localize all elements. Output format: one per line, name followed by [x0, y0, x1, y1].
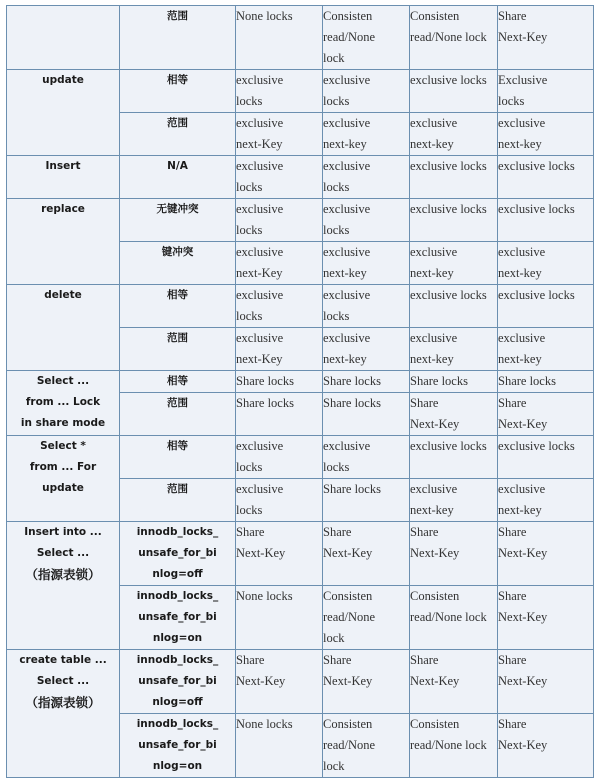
- lock-value: exclusive locks: [410, 288, 487, 302]
- condition-label: 范围: [167, 10, 188, 22]
- lock-value: exclusive: [498, 116, 546, 130]
- lock-value: locks: [323, 94, 350, 108]
- lock-cell: [498, 70, 594, 113]
- operation-label: replace: [41, 203, 85, 215]
- lock-value: Next-Key: [323, 674, 373, 688]
- lock-value: exclusive: [323, 202, 371, 216]
- lock-value: next-key: [323, 137, 367, 151]
- lock-value: Consisten: [410, 9, 460, 23]
- operation-label: from ... Lock: [25, 396, 101, 408]
- operation-label: Select ...: [36, 375, 90, 387]
- condition-cell: [120, 650, 236, 714]
- operation-cell: [7, 371, 120, 436]
- operation-cell: [7, 650, 120, 778]
- lock-cell: [236, 586, 323, 650]
- lock-value: Share locks: [323, 396, 381, 410]
- lock-cell: [410, 586, 498, 650]
- operation-cell: [7, 436, 120, 522]
- lock-value: Share locks: [236, 374, 294, 388]
- lock-value: Next-Key: [323, 546, 373, 560]
- lock-value: Next-Key: [410, 674, 460, 688]
- operation-label: Insert into ...: [24, 526, 102, 538]
- lock-cell: [236, 113, 323, 156]
- lock-value: Share: [410, 525, 439, 539]
- lock-value: Next-Key: [498, 546, 548, 560]
- lock-cell: [498, 199, 594, 242]
- lock-value: exclusive: [410, 116, 458, 130]
- lock-value: next-key: [498, 137, 542, 151]
- condition-label: innodb_locks_: [136, 654, 219, 666]
- lock-value: locks: [323, 460, 350, 474]
- lock-cell: [236, 522, 323, 586]
- lock-value: Share locks: [323, 482, 381, 496]
- lock-value: exclusive: [323, 116, 371, 130]
- lock-value: Next-Key: [410, 546, 460, 560]
- lock-value: Share: [323, 653, 352, 667]
- condition-label: unsafe_for_bi: [138, 547, 217, 559]
- table-body: [7, 6, 594, 778]
- lock-value: locks: [236, 309, 263, 323]
- lock-cell: [236, 328, 323, 371]
- lock-cell: [410, 113, 498, 156]
- condition-label: 无键冲突: [156, 203, 199, 215]
- condition-cell: [120, 285, 236, 328]
- lock-value: next-key: [323, 352, 367, 366]
- condition-label: innodb_locks_: [136, 590, 219, 602]
- lock-value: Next-Key: [498, 610, 548, 624]
- lock-value: next-key: [410, 503, 454, 517]
- lock-cell: [410, 6, 498, 70]
- lock-cell: [410, 199, 498, 242]
- lock-value: next-Key: [236, 352, 283, 366]
- lock-value: exclusive: [498, 331, 546, 345]
- lock-cell: [498, 393, 594, 436]
- lock-cell: [498, 522, 594, 586]
- operation-cell: [7, 156, 120, 199]
- lock-value: Consisten: [410, 589, 460, 603]
- lock-value: Share: [323, 525, 352, 539]
- lock-value: next-key: [498, 352, 542, 366]
- lock-value: exclusive: [323, 245, 371, 259]
- lock-cell: [410, 70, 498, 113]
- lock-value: lock: [323, 51, 345, 65]
- condition-cell: [120, 156, 236, 199]
- operation-label: Select ...: [36, 547, 90, 559]
- condition-cell: [120, 328, 236, 371]
- lock-value: exclusive locks: [410, 73, 487, 87]
- lock-cell: [410, 522, 498, 586]
- operation-cell: [7, 199, 120, 285]
- operation-cell: [7, 6, 120, 70]
- condition-label: 范围: [167, 483, 188, 495]
- lock-value: exclusive: [498, 482, 546, 496]
- lock-cell: [498, 650, 594, 714]
- operation-label: from ... For: [29, 461, 97, 473]
- lock-value: Next-Key: [498, 417, 548, 431]
- condition-cell: [120, 70, 236, 113]
- lock-cell: [498, 113, 594, 156]
- lock-value: Exclusive: [498, 73, 548, 87]
- lock-value: exclusive: [323, 288, 371, 302]
- condition-label: nlog=on: [152, 632, 203, 644]
- condition-cell: [120, 199, 236, 242]
- condition-label: unsafe_for_bi: [138, 675, 217, 687]
- lock-value: next-Key: [236, 266, 283, 280]
- lock-cell: [323, 586, 410, 650]
- lock-value: locks: [236, 460, 263, 474]
- table-row: [7, 285, 594, 328]
- condition-label: nlog=off: [152, 568, 203, 580]
- lock-value: exclusive: [236, 73, 284, 87]
- lock-cell: [410, 436, 498, 479]
- condition-cell: [120, 6, 236, 70]
- lock-value: read/None lock: [410, 30, 487, 44]
- lock-value: Share locks: [323, 374, 381, 388]
- lock-value: Share: [410, 653, 439, 667]
- lock-cell: [498, 6, 594, 70]
- lock-cell: [236, 199, 323, 242]
- lock-cell: [236, 479, 323, 522]
- table-row: [7, 436, 594, 479]
- lock-cell: [498, 285, 594, 328]
- table-row: [7, 199, 594, 242]
- lock-value: Share: [410, 396, 439, 410]
- lock-value: lock: [323, 631, 345, 645]
- condition-label: innodb_locks_: [136, 718, 219, 730]
- condition-cell: [120, 242, 236, 285]
- lock-value: exclusive locks: [410, 439, 487, 453]
- lock-cell: [498, 328, 594, 371]
- lock-cell: [323, 371, 410, 393]
- condition-cell: [120, 522, 236, 586]
- condition-cell: [120, 586, 236, 650]
- condition-label: 相等: [167, 289, 188, 301]
- operation-label: create table ...: [19, 654, 107, 666]
- lock-cell: [236, 371, 323, 393]
- lock-value: locks: [323, 223, 350, 237]
- lock-cell: [498, 436, 594, 479]
- table-row: [7, 371, 594, 393]
- condition-cell: [120, 479, 236, 522]
- lock-cell: [236, 156, 323, 199]
- lock-value: Share: [498, 396, 527, 410]
- lock-mode-table: [6, 5, 594, 778]
- lock-value: next-key: [498, 266, 542, 280]
- lock-value: locks: [236, 223, 263, 237]
- lock-value: exclusive locks: [498, 159, 575, 173]
- lock-value: next-key: [410, 266, 454, 280]
- lock-value: locks: [498, 94, 525, 108]
- lock-cell: [236, 70, 323, 113]
- lock-value: exclusive locks: [410, 202, 487, 216]
- lock-value: exclusive: [236, 116, 284, 130]
- lock-cell: [498, 371, 594, 393]
- lock-value: exclusive: [236, 245, 284, 259]
- lock-value: Share locks: [236, 396, 294, 410]
- operation-label: delete: [44, 289, 82, 301]
- condition-label: nlog=off: [152, 696, 203, 708]
- lock-value: Share: [498, 653, 527, 667]
- lock-value: Share: [498, 9, 527, 23]
- lock-value: Share: [498, 717, 527, 731]
- lock-cell: [323, 522, 410, 586]
- lock-value: exclusive: [236, 331, 284, 345]
- lock-cell: [410, 285, 498, 328]
- lock-value: Next-Key: [498, 674, 548, 688]
- lock-value: Share: [498, 589, 527, 603]
- condition-label: unsafe_for_bi: [138, 611, 217, 623]
- lock-cell: [410, 393, 498, 436]
- operation-cell: [7, 285, 120, 371]
- lock-value: exclusive locks: [498, 202, 575, 216]
- lock-value: Next-Key: [410, 417, 460, 431]
- operation-label: update: [42, 74, 84, 86]
- lock-cell: [236, 285, 323, 328]
- lock-cell: [236, 393, 323, 436]
- lock-value: exclusive: [410, 331, 458, 345]
- lock-cell: [498, 242, 594, 285]
- condition-label: N/A: [167, 160, 188, 172]
- lock-value: next-key: [410, 137, 454, 151]
- condition-label: 范围: [167, 397, 188, 409]
- lock-cell: [323, 199, 410, 242]
- lock-value: next-key: [498, 503, 542, 517]
- lock-value: exclusive: [323, 73, 371, 87]
- condition-cell: [120, 436, 236, 479]
- lock-value: Next-Key: [236, 674, 286, 688]
- lock-cell: [323, 436, 410, 479]
- condition-label: 范围: [167, 332, 188, 344]
- condition-cell: [120, 371, 236, 393]
- lock-cell: [323, 113, 410, 156]
- condition-label: 范围: [167, 117, 188, 129]
- lock-cell: [323, 393, 410, 436]
- lock-cell: [410, 328, 498, 371]
- lock-cell: [410, 371, 498, 393]
- lock-cell: [410, 650, 498, 714]
- lock-value: exclusive: [236, 202, 284, 216]
- lock-value: exclusive locks: [410, 159, 487, 173]
- lock-cell: [498, 479, 594, 522]
- lock-value: Share: [236, 525, 265, 539]
- lock-value: exclusive: [323, 159, 371, 173]
- lock-cell: [236, 436, 323, 479]
- lock-value: next-key: [323, 266, 367, 280]
- lock-value: Next-Key: [498, 738, 548, 752]
- lock-cell: [323, 70, 410, 113]
- condition-label: 相等: [167, 375, 188, 387]
- operation-label: update: [42, 482, 84, 494]
- lock-value: locks: [323, 309, 350, 323]
- lock-cell: [498, 586, 594, 650]
- lock-value: Share: [236, 653, 265, 667]
- lock-cell: [323, 285, 410, 328]
- condition-label: unsafe_for_bi: [138, 739, 217, 751]
- lock-cell: [410, 479, 498, 522]
- lock-cell: [323, 6, 410, 70]
- condition-label: 相等: [167, 74, 188, 86]
- lock-value: Consisten: [323, 589, 373, 603]
- lock-cell: [236, 650, 323, 714]
- lock-value: locks: [323, 180, 350, 194]
- condition-label: nlog=on: [152, 760, 203, 772]
- table-row: [7, 70, 594, 113]
- lock-value: read/None: [323, 30, 376, 44]
- operation-cell: [7, 70, 120, 156]
- lock-value: Next-Key: [236, 546, 286, 560]
- condition-cell: [120, 393, 236, 436]
- lock-value: read/None: [323, 738, 376, 752]
- table-row: [7, 522, 594, 586]
- lock-value: exclusive: [236, 482, 284, 496]
- lock-cell: [410, 242, 498, 285]
- table-row: [7, 650, 594, 714]
- lock-value: exclusive: [323, 439, 371, 453]
- lock-value: next-key: [410, 352, 454, 366]
- lock-value: exclusive: [410, 245, 458, 259]
- lock-value: None locks: [236, 589, 293, 603]
- lock-cell: [323, 242, 410, 285]
- operation-label: Select ...: [36, 675, 90, 687]
- lock-value: None locks: [236, 9, 293, 23]
- lock-cell: [498, 156, 594, 199]
- lock-value: locks: [236, 180, 263, 194]
- lock-cell: [323, 650, 410, 714]
- lock-cell: [410, 156, 498, 199]
- operation-cell: [7, 522, 120, 650]
- lock-cell: [323, 156, 410, 199]
- lock-value: read/None lock: [410, 610, 487, 624]
- lock-cell: [323, 479, 410, 522]
- condition-label: 相等: [167, 440, 188, 452]
- lock-value: exclusive: [236, 439, 284, 453]
- lock-cell: [236, 6, 323, 70]
- table-row: [7, 6, 594, 70]
- lock-value: exclusive: [236, 288, 284, 302]
- lock-value: Consisten: [323, 717, 373, 731]
- operation-label: （指源表锁）: [25, 567, 101, 582]
- operation-label: in share mode: [20, 417, 106, 429]
- lock-value: exclusive: [410, 482, 458, 496]
- operation-label: （指源表锁）: [25, 695, 101, 710]
- operation-label: Select *: [40, 440, 86, 452]
- lock-value: None locks: [236, 717, 293, 731]
- lock-cell: [323, 328, 410, 371]
- table-row: [7, 156, 594, 199]
- operation-label: Insert: [45, 160, 81, 172]
- condition-cell: [120, 113, 236, 156]
- lock-value: next-Key: [236, 137, 283, 151]
- lock-value: Next-Key: [498, 30, 548, 44]
- lock-value: exclusive: [323, 331, 371, 345]
- lock-value: Consisten: [410, 717, 460, 731]
- condition-label: 键冲突: [161, 246, 194, 258]
- lock-value: read/None lock: [410, 738, 487, 752]
- lock-cell: [236, 242, 323, 285]
- lock-value: Share: [498, 525, 527, 539]
- lock-value: Share locks: [410, 374, 468, 388]
- lock-value: exclusive locks: [498, 439, 575, 453]
- condition-label: innodb_locks_: [136, 526, 219, 538]
- lock-value: Consisten: [323, 9, 373, 23]
- lock-value: exclusive locks: [498, 288, 575, 302]
- lock-value: lock: [323, 759, 345, 773]
- lock-value: locks: [236, 94, 263, 108]
- lock-value: exclusive: [236, 159, 284, 173]
- lock-value: Share locks: [498, 374, 556, 388]
- lock-value: exclusive: [498, 245, 546, 259]
- lock-value: locks: [236, 503, 263, 517]
- lock-value: read/None: [323, 610, 376, 624]
